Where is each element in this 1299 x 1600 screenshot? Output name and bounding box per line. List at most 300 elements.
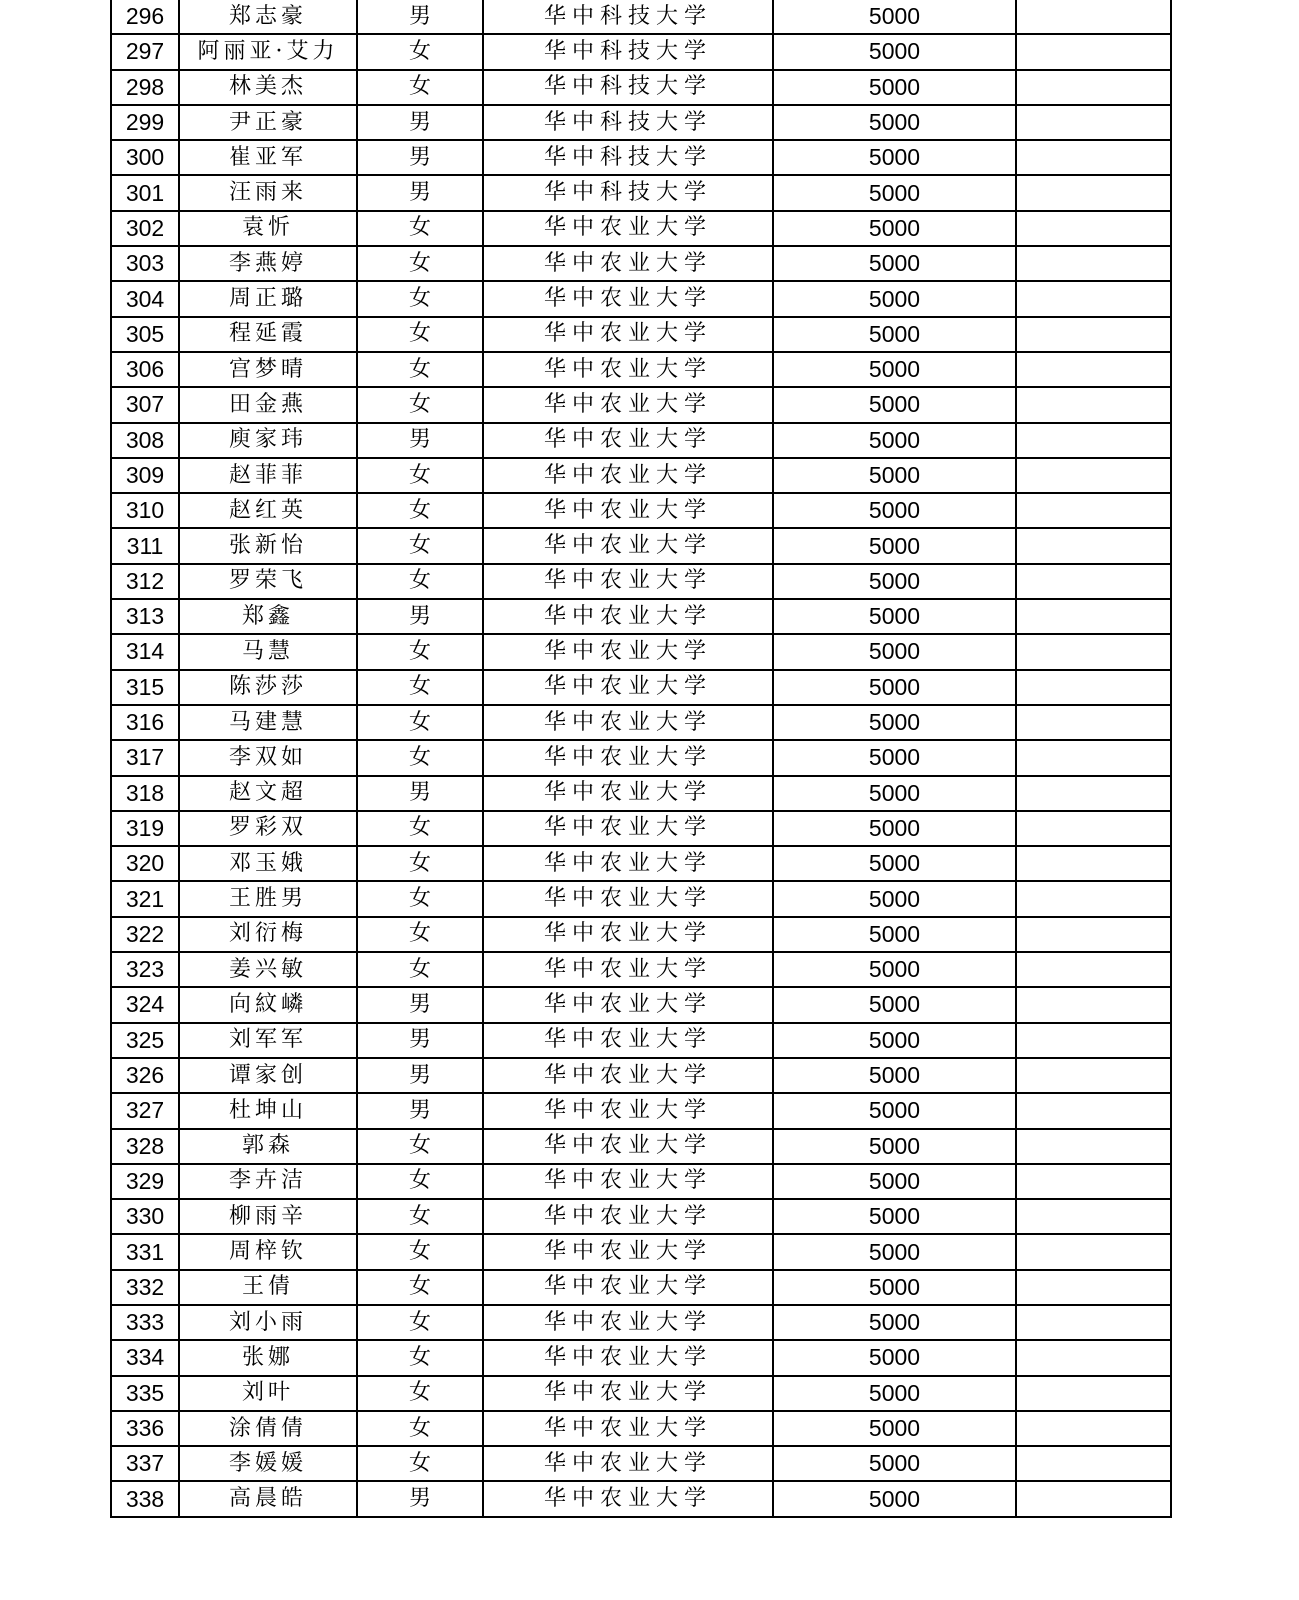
row-number-cell: 319 — [111, 811, 179, 846]
gender-cell: 女 — [357, 705, 483, 740]
table-row — [111, 987, 1171, 1022]
remark-cell — [1016, 1023, 1171, 1058]
amount-cell: 5000 — [773, 1164, 1016, 1199]
gender-cell: 男 — [357, 0, 483, 34]
amount-cell: 5000 — [773, 458, 1016, 493]
gender-cell: 女 — [357, 458, 483, 493]
amount-cell: 5000 — [773, 1058, 1016, 1093]
student-name-cell: 罗彩双 — [179, 811, 357, 846]
remark-cell — [1016, 1376, 1171, 1411]
row-number-cell: 334 — [111, 1340, 179, 1375]
remark-cell — [1016, 528, 1171, 563]
gender-cell: 女 — [357, 70, 483, 105]
amount-cell: 5000 — [773, 140, 1016, 175]
row-number-cell: 336 — [111, 1411, 179, 1446]
row-number-cell: 327 — [111, 1093, 179, 1128]
gender-cell: 男 — [357, 987, 483, 1022]
student-name-cell: 王胜男 — [179, 881, 357, 916]
remark-cell — [1016, 387, 1171, 422]
remark-cell — [1016, 1481, 1171, 1516]
remark-cell — [1016, 246, 1171, 281]
remark-cell — [1016, 740, 1171, 775]
row-number-cell: 301 — [111, 175, 179, 210]
amount-cell: 5000 — [773, 317, 1016, 352]
gender-cell: 男 — [357, 423, 483, 458]
gender-cell: 女 — [357, 1411, 483, 1446]
gender-cell: 女 — [357, 1446, 483, 1481]
table-row — [111, 1481, 1171, 1516]
remark-cell — [1016, 987, 1171, 1022]
student-name-cell: 庾家玮 — [179, 423, 357, 458]
amount-cell: 5000 — [773, 1305, 1016, 1340]
student-name-cell: 宫梦晴 — [179, 352, 357, 387]
table-row — [111, 1093, 1171, 1128]
amount-cell: 5000 — [773, 0, 1016, 34]
gender-cell: 男 — [357, 140, 483, 175]
row-number-cell: 297 — [111, 34, 179, 69]
amount-cell: 5000 — [773, 1023, 1016, 1058]
university-cell: 华中农业大学 — [483, 1481, 773, 1516]
remark-cell — [1016, 1093, 1171, 1128]
table-row — [111, 387, 1171, 422]
gender-cell: 男 — [357, 1093, 483, 1128]
amount-cell: 5000 — [773, 917, 1016, 952]
gender-cell: 女 — [357, 1234, 483, 1269]
table-row — [111, 458, 1171, 493]
remark-cell — [1016, 317, 1171, 352]
remark-cell — [1016, 917, 1171, 952]
university-cell: 华中农业大学 — [483, 1129, 773, 1164]
gender-cell: 女 — [357, 387, 483, 422]
university-cell: 华中农业大学 — [483, 811, 773, 846]
gender-cell: 女 — [357, 246, 483, 281]
table-row — [111, 1164, 1171, 1199]
row-number-cell: 309 — [111, 458, 179, 493]
table-row — [111, 246, 1171, 281]
remark-cell — [1016, 105, 1171, 140]
remark-cell — [1016, 0, 1171, 34]
university-cell: 华中科技大学 — [483, 175, 773, 210]
gender-cell: 女 — [357, 670, 483, 705]
row-number-cell: 307 — [111, 387, 179, 422]
amount-cell: 5000 — [773, 776, 1016, 811]
amount-cell: 5000 — [773, 811, 1016, 846]
university-cell: 华中农业大学 — [483, 528, 773, 563]
remark-cell — [1016, 564, 1171, 599]
university-cell: 华中农业大学 — [483, 1234, 773, 1269]
university-cell: 华中农业大学 — [483, 493, 773, 528]
table-row — [111, 1411, 1171, 1446]
remark-cell — [1016, 952, 1171, 987]
table-row — [111, 740, 1171, 775]
student-name-cell: 向紋嶙 — [179, 987, 357, 1022]
row-number-cell: 300 — [111, 140, 179, 175]
row-number-cell: 303 — [111, 246, 179, 281]
remark-cell — [1016, 1305, 1171, 1340]
gender-cell: 女 — [357, 1376, 483, 1411]
table-row — [111, 105, 1171, 140]
row-number-cell: 331 — [111, 1234, 179, 1269]
table-row — [111, 705, 1171, 740]
remark-cell — [1016, 1058, 1171, 1093]
student-name-cell: 郑志豪 — [179, 0, 357, 34]
table-body — [111, 0, 1171, 1517]
university-cell: 华中农业大学 — [483, 1164, 773, 1199]
row-number-cell: 333 — [111, 1305, 179, 1340]
amount-cell: 5000 — [773, 670, 1016, 705]
scholarship-list-table — [110, 0, 1172, 1518]
university-cell: 华中农业大学 — [483, 776, 773, 811]
gender-cell: 女 — [357, 1129, 483, 1164]
gender-cell: 男 — [357, 175, 483, 210]
student-name-cell: 王倩 — [179, 1270, 357, 1305]
remark-cell — [1016, 70, 1171, 105]
amount-cell: 5000 — [773, 1481, 1016, 1516]
student-name-cell: 程延霞 — [179, 317, 357, 352]
row-number-cell: 337 — [111, 1446, 179, 1481]
remark-cell — [1016, 705, 1171, 740]
row-number-cell: 324 — [111, 987, 179, 1022]
remark-cell — [1016, 1446, 1171, 1481]
student-name-cell: 李媛媛 — [179, 1446, 357, 1481]
university-cell: 华中科技大学 — [483, 140, 773, 175]
student-name-cell: 郭森 — [179, 1129, 357, 1164]
student-name-cell: 刘军军 — [179, 1023, 357, 1058]
table-row — [111, 952, 1171, 987]
row-number-cell: 320 — [111, 846, 179, 881]
university-cell: 华中农业大学 — [483, 917, 773, 952]
row-number-cell: 298 — [111, 70, 179, 105]
student-name-cell: 杜坤山 — [179, 1093, 357, 1128]
remark-cell — [1016, 281, 1171, 316]
university-cell: 华中农业大学 — [483, 317, 773, 352]
table-row — [111, 528, 1171, 563]
university-cell: 华中农业大学 — [483, 1305, 773, 1340]
amount-cell: 5000 — [773, 281, 1016, 316]
gender-cell: 女 — [357, 1270, 483, 1305]
university-cell: 华中农业大学 — [483, 952, 773, 987]
university-cell: 华中农业大学 — [483, 564, 773, 599]
table-row — [111, 564, 1171, 599]
student-name-cell: 崔亚军 — [179, 140, 357, 175]
student-name-cell: 尹正豪 — [179, 105, 357, 140]
amount-cell: 5000 — [773, 952, 1016, 987]
table-row — [111, 1446, 1171, 1481]
remark-cell — [1016, 670, 1171, 705]
table-row — [111, 1340, 1171, 1375]
amount-cell: 5000 — [773, 70, 1016, 105]
amount-cell: 5000 — [773, 599, 1016, 634]
remark-cell — [1016, 352, 1171, 387]
amount-cell: 5000 — [773, 1270, 1016, 1305]
student-name-cell: 柳雨辛 — [179, 1199, 357, 1234]
student-name-cell: 周正璐 — [179, 281, 357, 316]
amount-cell: 5000 — [773, 493, 1016, 528]
table-row — [111, 1234, 1171, 1269]
remark-cell — [1016, 846, 1171, 881]
row-number-cell: 304 — [111, 281, 179, 316]
university-cell: 华中农业大学 — [483, 740, 773, 775]
remark-cell — [1016, 423, 1171, 458]
table-row — [111, 70, 1171, 105]
remark-cell — [1016, 1164, 1171, 1199]
gender-cell: 男 — [357, 1058, 483, 1093]
remark-cell — [1016, 1234, 1171, 1269]
student-name-cell: 汪雨来 — [179, 175, 357, 210]
row-number-cell: 312 — [111, 564, 179, 599]
table-row — [111, 846, 1171, 881]
table-row — [111, 423, 1171, 458]
student-name-cell: 田金燕 — [179, 387, 357, 422]
university-cell: 华中科技大学 — [483, 105, 773, 140]
remark-cell — [1016, 140, 1171, 175]
student-name-cell: 赵文超 — [179, 776, 357, 811]
table-row — [111, 352, 1171, 387]
row-number-cell: 305 — [111, 317, 179, 352]
amount-cell: 5000 — [773, 1199, 1016, 1234]
gender-cell: 女 — [357, 493, 483, 528]
amount-cell: 5000 — [773, 1129, 1016, 1164]
gender-cell: 女 — [357, 1340, 483, 1375]
remark-cell — [1016, 634, 1171, 669]
gender-cell: 女 — [357, 1199, 483, 1234]
table-row — [111, 670, 1171, 705]
student-name-cell: 赵红英 — [179, 493, 357, 528]
gender-cell: 女 — [357, 917, 483, 952]
table-row — [111, 881, 1171, 916]
amount-cell: 5000 — [773, 1340, 1016, 1375]
remark-cell — [1016, 175, 1171, 210]
table-row — [111, 1270, 1171, 1305]
table-row — [111, 776, 1171, 811]
student-name-cell: 罗荣飞 — [179, 564, 357, 599]
university-cell: 华中农业大学 — [483, 705, 773, 740]
amount-cell: 5000 — [773, 705, 1016, 740]
university-cell: 华中农业大学 — [483, 846, 773, 881]
amount-cell: 5000 — [773, 1234, 1016, 1269]
student-name-cell: 马慧 — [179, 634, 357, 669]
amount-cell: 5000 — [773, 246, 1016, 281]
university-cell: 华中农业大学 — [483, 881, 773, 916]
university-cell: 华中科技大学 — [483, 70, 773, 105]
remark-cell — [1016, 1340, 1171, 1375]
university-cell: 华中农业大学 — [483, 1376, 773, 1411]
row-number-cell: 306 — [111, 352, 179, 387]
gender-cell: 男 — [357, 599, 483, 634]
row-number-cell: 328 — [111, 1129, 179, 1164]
table-row — [111, 1058, 1171, 1093]
gender-cell: 女 — [357, 1164, 483, 1199]
table-row — [111, 1023, 1171, 1058]
row-number-cell: 335 — [111, 1376, 179, 1411]
remark-cell — [1016, 881, 1171, 916]
remark-cell — [1016, 211, 1171, 246]
student-name-cell: 刘小雨 — [179, 1305, 357, 1340]
university-cell: 华中农业大学 — [483, 1270, 773, 1305]
gender-cell: 男 — [357, 776, 483, 811]
university-cell: 华中农业大学 — [483, 1446, 773, 1481]
university-cell: 华中农业大学 — [483, 1058, 773, 1093]
row-number-cell: 326 — [111, 1058, 179, 1093]
remark-cell — [1016, 493, 1171, 528]
row-number-cell: 323 — [111, 952, 179, 987]
table-row — [111, 1199, 1171, 1234]
university-cell: 华中农业大学 — [483, 1411, 773, 1446]
gender-cell: 男 — [357, 1481, 483, 1516]
university-cell: 华中农业大学 — [483, 211, 773, 246]
row-number-cell: 322 — [111, 917, 179, 952]
gender-cell: 女 — [357, 317, 483, 352]
student-name-cell: 邓玉娥 — [179, 846, 357, 881]
amount-cell: 5000 — [773, 528, 1016, 563]
table-row — [111, 917, 1171, 952]
amount-cell: 5000 — [773, 881, 1016, 916]
row-number-cell: 325 — [111, 1023, 179, 1058]
student-name-cell: 高晨皓 — [179, 1481, 357, 1516]
amount-cell: 5000 — [773, 564, 1016, 599]
student-name-cell: 林美杰 — [179, 70, 357, 105]
student-name-cell: 马建慧 — [179, 705, 357, 740]
table-row — [111, 1305, 1171, 1340]
student-name-cell: 姜兴敏 — [179, 952, 357, 987]
remark-cell — [1016, 776, 1171, 811]
remark-cell — [1016, 1411, 1171, 1446]
row-number-cell: 299 — [111, 105, 179, 140]
remark-cell — [1016, 1199, 1171, 1234]
student-name-cell: 郑鑫 — [179, 599, 357, 634]
student-name-cell: 张新怡 — [179, 528, 357, 563]
row-number-cell: 315 — [111, 670, 179, 705]
amount-cell: 5000 — [773, 387, 1016, 422]
row-number-cell: 310 — [111, 493, 179, 528]
gender-cell: 女 — [357, 634, 483, 669]
amount-cell: 5000 — [773, 34, 1016, 69]
amount-cell: 5000 — [773, 1446, 1016, 1481]
amount-cell: 5000 — [773, 211, 1016, 246]
row-number-cell: 338 — [111, 1481, 179, 1516]
row-number-cell: 321 — [111, 881, 179, 916]
student-name-cell: 涂倩倩 — [179, 1411, 357, 1446]
table-row — [111, 175, 1171, 210]
student-name-cell: 李卉洁 — [179, 1164, 357, 1199]
university-cell: 华中农业大学 — [483, 670, 773, 705]
remark-cell — [1016, 811, 1171, 846]
table-row — [111, 599, 1171, 634]
table-row — [111, 0, 1171, 34]
table-row — [111, 1376, 1171, 1411]
university-cell: 华中农业大学 — [483, 387, 773, 422]
student-name-cell: 袁忻 — [179, 211, 357, 246]
table-row — [111, 140, 1171, 175]
gender-cell: 女 — [357, 881, 483, 916]
gender-cell: 女 — [357, 846, 483, 881]
amount-cell: 5000 — [773, 1411, 1016, 1446]
row-number-cell: 308 — [111, 423, 179, 458]
student-name-cell: 刘衍梅 — [179, 917, 357, 952]
amount-cell: 5000 — [773, 1093, 1016, 1128]
amount-cell: 5000 — [773, 105, 1016, 140]
university-cell: 华中农业大学 — [483, 246, 773, 281]
university-cell: 华中农业大学 — [483, 1340, 773, 1375]
gender-cell: 女 — [357, 1305, 483, 1340]
amount-cell: 5000 — [773, 175, 1016, 210]
table-row — [111, 34, 1171, 69]
gender-cell: 女 — [357, 352, 483, 387]
university-cell: 华中农业大学 — [483, 423, 773, 458]
row-number-cell: 317 — [111, 740, 179, 775]
remark-cell — [1016, 458, 1171, 493]
table-row — [111, 317, 1171, 352]
university-cell: 华中农业大学 — [483, 458, 773, 493]
amount-cell: 5000 — [773, 740, 1016, 775]
remark-cell — [1016, 599, 1171, 634]
university-cell: 华中科技大学 — [483, 0, 773, 34]
student-name-cell: 赵菲菲 — [179, 458, 357, 493]
row-number-cell: 296 — [111, 0, 179, 34]
university-cell: 华中农业大学 — [483, 1093, 773, 1128]
student-name-cell: 李双如 — [179, 740, 357, 775]
university-cell: 华中农业大学 — [483, 281, 773, 316]
table-row — [111, 811, 1171, 846]
gender-cell: 女 — [357, 952, 483, 987]
amount-cell: 5000 — [773, 352, 1016, 387]
amount-cell: 5000 — [773, 1376, 1016, 1411]
university-cell: 华中科技大学 — [483, 34, 773, 69]
table-row — [111, 281, 1171, 316]
student-name-cell: 谭家创 — [179, 1058, 357, 1093]
student-name-cell: 刘叶 — [179, 1376, 357, 1411]
amount-cell: 5000 — [773, 846, 1016, 881]
remark-cell — [1016, 1129, 1171, 1164]
row-number-cell: 316 — [111, 705, 179, 740]
gender-cell: 女 — [357, 528, 483, 563]
table-row — [111, 211, 1171, 246]
row-number-cell: 318 — [111, 776, 179, 811]
row-number-cell: 332 — [111, 1270, 179, 1305]
gender-cell: 男 — [357, 1023, 483, 1058]
row-number-cell: 330 — [111, 1199, 179, 1234]
gender-cell: 女 — [357, 34, 483, 69]
table-row — [111, 1129, 1171, 1164]
gender-cell: 女 — [357, 281, 483, 316]
row-number-cell: 329 — [111, 1164, 179, 1199]
university-cell: 华中农业大学 — [483, 352, 773, 387]
row-number-cell: 314 — [111, 634, 179, 669]
university-cell: 华中农业大学 — [483, 599, 773, 634]
amount-cell: 5000 — [773, 634, 1016, 669]
university-cell: 华中农业大学 — [483, 634, 773, 669]
table-row — [111, 493, 1171, 528]
university-cell: 华中农业大学 — [483, 1199, 773, 1234]
row-number-cell: 313 — [111, 599, 179, 634]
gender-cell: 女 — [357, 211, 483, 246]
gender-cell: 女 — [357, 740, 483, 775]
row-number-cell: 311 — [111, 528, 179, 563]
remark-cell — [1016, 1270, 1171, 1305]
student-name-cell: 周梓钦 — [179, 1234, 357, 1269]
amount-cell: 5000 — [773, 987, 1016, 1022]
student-name-cell: 阿丽亚·艾力 — [179, 34, 357, 69]
remark-cell — [1016, 34, 1171, 69]
university-cell: 华中农业大学 — [483, 1023, 773, 1058]
gender-cell: 女 — [357, 811, 483, 846]
gender-cell: 男 — [357, 105, 483, 140]
gender-cell: 女 — [357, 564, 483, 599]
university-cell: 华中农业大学 — [483, 987, 773, 1022]
table-row — [111, 634, 1171, 669]
student-name-cell: 张娜 — [179, 1340, 357, 1375]
row-number-cell: 302 — [111, 211, 179, 246]
